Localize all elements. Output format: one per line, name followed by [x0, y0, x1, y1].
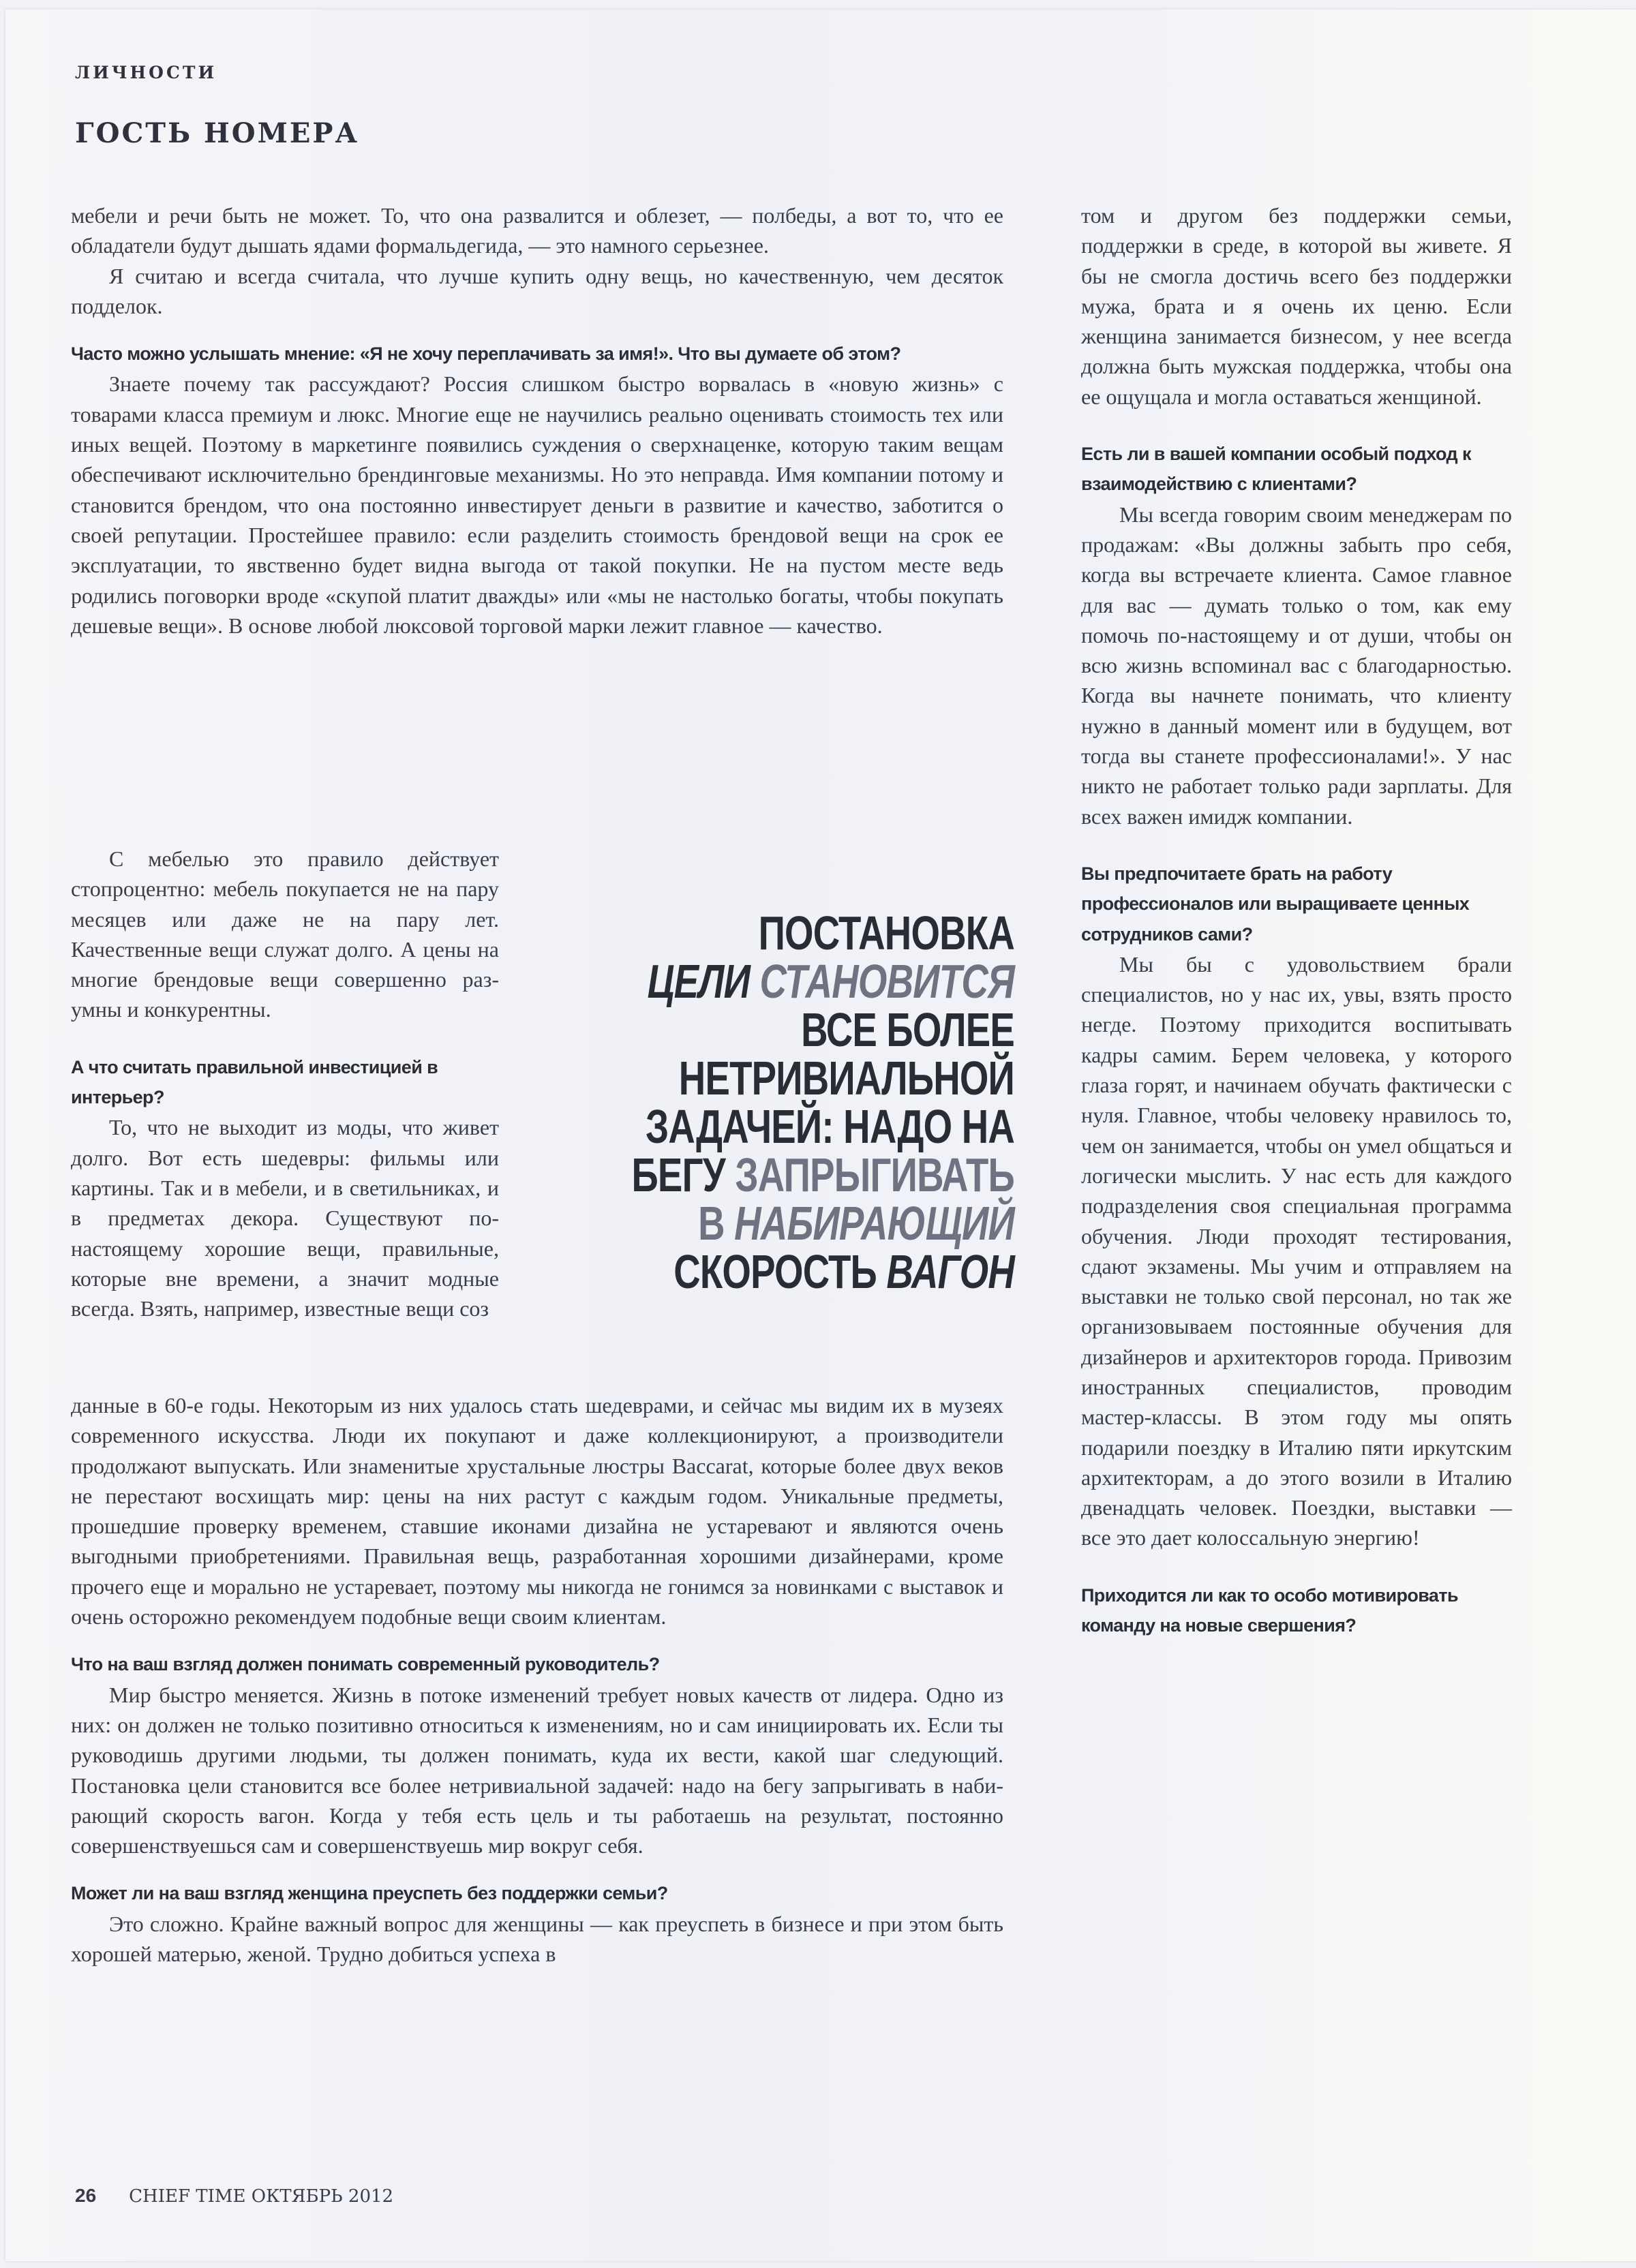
pull-quote-text: НАБИРАЮЩИЙ	[734, 1197, 1014, 1250]
pull-quote	[211, 906, 1014, 1298]
pull-quote-text: ВСЕ БОЛЕЕ	[801, 1003, 1014, 1056]
pull-quote-text: БЕГУ	[631, 1148, 725, 1201]
pull-quote-line	[211, 957, 1014, 1006]
paragraph: Мир быстро меняется. Жизнь в потоке изменений требует новых качеств от лидера. Одно из них: он должен не только позитивно относиться к изменениям, но и сам инициировать их. Если ты руководишь другими людьми, ты должен понимать, куда их вести, какой шаг следующий. Постановка цели становится все более нетривиальной задачей: надо на бегу запрыгивать в набирающий скорость вагон. Когда у тебя есть цель и ты работаешь на результат, постоянно совершенствуешься сам и совершенствуешь мир вокруг себя.	[71, 1682, 1003, 1858]
question-heading: Вы предпочитаете брать на работу профессионалов или выращиваете ценных сотрудников сами?	[1081, 863, 1470, 945]
right-column	[1081, 200, 1512, 1640]
pull-quote-text: ЦЕЛИ	[647, 955, 751, 1008]
paragraph: Мы бы с удовольствием брали специалистов, но у нас их, увы, взять просто негде. Поэтому приходится воспитывать кадры самим. Берем человека, у которого глаза горят, и начинаем обучать фактически с нуля. Главное, чтобы человеку нравилось то, чем он занимается, чтобы он умел общаться и логически мыслить. У нас есть для каждого подразделения своя специальная программа обучения. Люди проходят тестирования, сдают экзамены. Мы учим и отправляем на выставки не только свой персонал, но так же организовываем постоянные обучения для дизайнеров и архитекторов города. Привозим иностранных специалистов, проводим мастер-классы. В этом году мы опять подарили поездку в Италию пяти иркутским архитекторам, а до этого возили в Италию двенадцать человек. Поездки, выставки — все это дает колоссальную энергию!	[1081, 951, 1512, 1550]
magazine-issue: CHIEF TIME ОКТЯБРЬ 2012	[129, 2186, 394, 2207]
question-heading: А что считать правильной инвестицией в интерьер?	[71, 1056, 438, 1108]
rubric-title: ГОСТЬ НОМЕРА	[75, 117, 360, 149]
pull-quote-text: В	[698, 1197, 725, 1250]
paragraph: том и другом без поддержки семьи, поддержки в среде, в которой вы живете. Я бы не смогла достичь всего без поддержки мужа, брата и я очень их ценю. Если женщина занимается бизнесом, у нее всегда должна быть мужская поддержка, чтобы она ее ощущала и могла оставаться женщиной.	[1081, 203, 1512, 409]
pull-quote-text: СКОРОСТЬ	[673, 1245, 877, 1298]
pull-quote-line	[211, 906, 1014, 960]
pull-quote-text: СТАНОВИТСЯ	[759, 955, 1014, 1008]
section-label: ЛИЧНОСТИ	[75, 63, 217, 82]
question-heading: Есть ли в вашей компании особый подход к взаимодействию с клиентами?	[1081, 444, 1471, 495]
pull-quote-text: НЕТРИВИАЛЬНОЙ	[678, 1052, 1014, 1105]
question-heading: Часто можно услышать мнение: «Я не хочу переплачивать за имя!». Что вы думаете об этом?	[71, 343, 901, 365]
paragraph: Это сложно. Крайне важный вопрос для женщины — как преуспеть в бизнесе и при этом быть хорошей матерью, женой. Трудно добиться успеха в	[71, 1911, 1003, 1967]
question-heading: Что на ваш взгляд должен понимать современный руководитель?	[71, 1654, 660, 1675]
pull-quote-text: ЗАПРЫГИВАТЬ	[735, 1148, 1014, 1201]
paragraph: данные в 60-е годы. Некоторым из них удалось стать шедеврами, и сейчас мы видим их в музеях современного искусства. Люди их покупают и даже коллекционируют, а производители продолжают выпускать. Или знаменитые хрустальные люстры Baccarat, которые более двух веков не перестают восхищать мир: цены на них растут с каждым годом. Уникальные предметы, прошедшие проверку временем, ставшие иконами дизайна не устаревают и являются очень выгодными приобретениями. Правильная вещь, разработанная хорошими дизайнерами, кроме прочего еще и морально не устаревает, поэтому мы никогда не гонимся за новинками с выставок и очень осторожно рекомендуем подобные вещи своим клиентам.	[71, 1393, 1003, 1629]
paragraph: Знаете почему так рассуждают? Россия слишком быстро ворвалась в «новую жизнь» с товарами класса премиум и люкс. Многие еще не научились реально оценивать стоимость тех или иных вещей. Поэтому в маркетинге появились суждения о сверхнаценке, которую таким вещам обеспечивают исключительно брендинговые механизмы. Но это неправда. Имя компании потому и становится брендом, что она постоянно инвестирует деньги в развитие и качество, заботится о своей репутации. Простейшее правило: если разделить стоимость брендовой вещи на срок ее эксплуатации, то явственно будет видна выгода от такой покупки. Не на пустом месте ведь родились поговорки вроде «скупой платит дважды» или «мы не настолько богаты, чтобы покупать дешевые вещи». В основе любой люксовой торговой марки лежит главное — качество.	[71, 371, 1003, 638]
paragraph: С мебелью это правило действует стопроцентно: мебель покупается не на пару месяцев или даже не на пару лет. Качественные вещи служат долго. А цены на многие брендовые вещи совершенно разумны и конкурентны.	[71, 846, 499, 1022]
pull-quote-line	[211, 1245, 1014, 1298]
left-column-bottom	[71, 1390, 1003, 1969]
pull-quote-line	[211, 1054, 1014, 1103]
magazine-page	[5, 10, 1636, 2261]
page-footer	[75, 2185, 393, 2207]
question-heading: Может ли на ваш взгляд женщина преуспеть без поддержки семьи?	[71, 1883, 668, 1904]
pull-quote-text: ПОСТАНОВКА	[758, 906, 1014, 960]
pull-quote-line	[211, 1100, 1014, 1153]
pull-quote-line	[211, 1199, 1014, 1248]
page-number: 26	[75, 2185, 97, 2206]
paragraph: Мы всегда говорим своим менеджерам по продажам: «Вы должны забыть про себя, когда вы встречаете клиента. Самое главное для вас — думать только о том, как ему помочь по-настоящему и от души, чтобы он всю жизнь вспоминал вас с благодарностью. Когда вы начнете понимать, что клиенту нужно в данный момент или в будущем, вот тогда вы станете профессионалами!». У нас никто не работает только ради зарплаты. Для всех важен имидж компании.	[1081, 502, 1512, 829]
pull-quote-line	[211, 1148, 1014, 1201]
paragraph: Я считаю и всегда считала, что лучше купить одну вещь, но качественную, чем десяток подделок.	[71, 263, 1003, 318]
pull-quote-line	[211, 1003, 1014, 1056]
pull-quote-text: ЗАДАЧЕЙ: НАДО НА	[645, 1100, 1014, 1153]
paragraph: То, что не выходит из моды, что живет долго. Вот есть шедевры: фильмы или картины. Так и в мебели, и в светильниках, и в предметах декора. Существуют по-настоящему хорошие вещи, правильные, которые вне времени, а значит модные всегда. Взять, например, известные вещи соз	[71, 1115, 499, 1321]
paragraph: мебели и речи быть не может. То, что она развалится и облезет, — полбеды, а вот то, что ее обладатели будут дышать ядами формальдегида, — это намного серьезнее.	[71, 203, 1003, 258]
left-column-top	[71, 200, 1003, 641]
question-heading: Приходится ли как то особо мотивировать команду на новые свершения?	[1081, 1584, 1458, 1636]
pull-quote-text: ВАГОН	[886, 1245, 1014, 1298]
